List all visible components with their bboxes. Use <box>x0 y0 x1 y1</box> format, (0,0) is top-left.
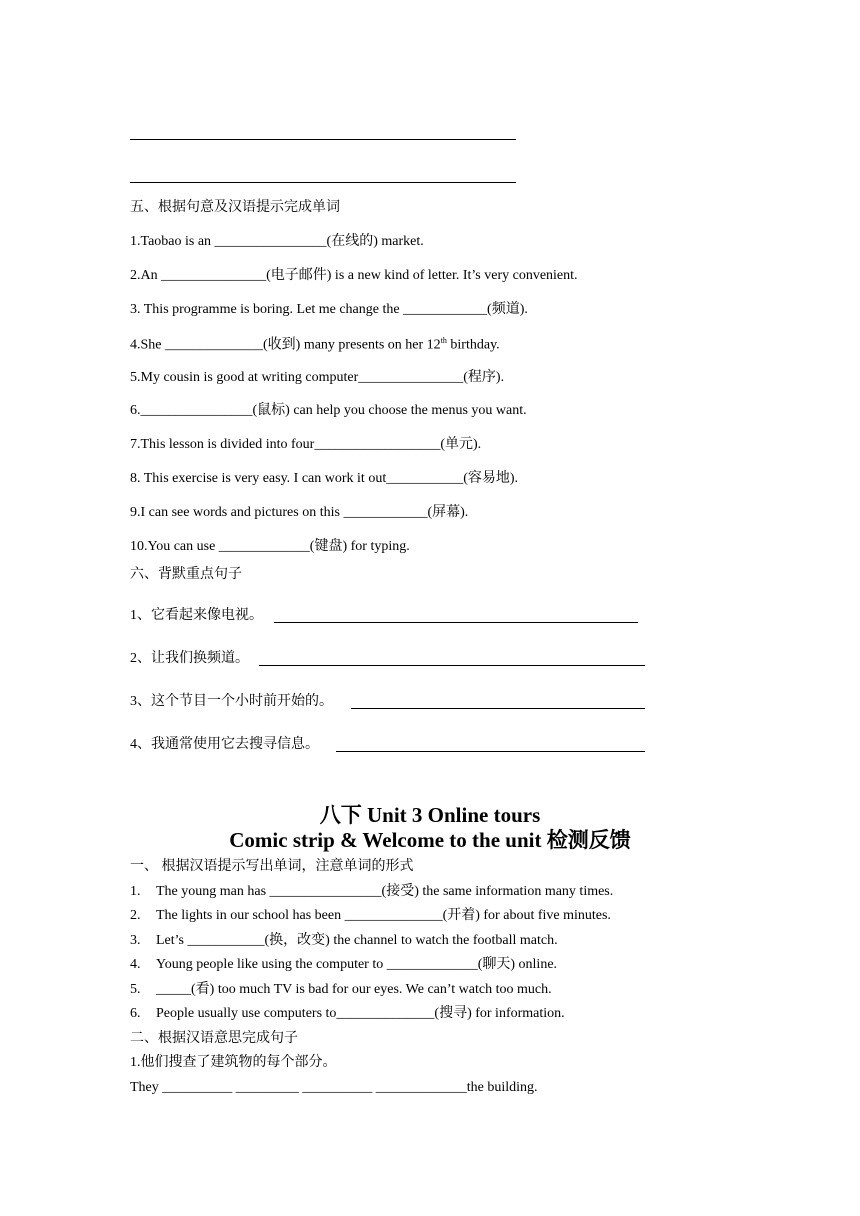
exercise-item <box>130 1007 565 1021</box>
exercise-item <box>130 934 558 948</box>
exercise-item: 2.An _______________(电子邮件) is a new kind of letter. It’s very convenient. <box>130 268 578 283</box>
answer-line <box>336 751 645 752</box>
answer-line <box>351 708 645 709</box>
item-number: 1. <box>130 884 141 899</box>
exercise-item: 3. This programme is boring. Let me change the ____________(频道). <box>130 302 528 317</box>
exercise-item <box>130 337 500 353</box>
sentence-item: 2、让我们换频道。 <box>130 651 249 666</box>
item-number: 6. <box>130 1006 141 1021</box>
answer-line <box>274 622 638 623</box>
exercise-item: 5.My cousin is good at writing computer_______________(程序). <box>130 370 505 385</box>
exercise-item <box>130 909 611 923</box>
exercise-item-text: Let’s ___________(换，改变) the channel to watch the football match. <box>156 933 558 948</box>
item-number: 4. <box>130 957 141 972</box>
sentence-item: 4、我通常使用它去搜寻信息。 <box>130 737 319 752</box>
section-heading: 五、根据句意及汉语提示完成单词 <box>130 200 340 215</box>
exercise-item-text: _____(看) too much TV is bad for our eyes. We can’t watch too much. <box>156 982 552 997</box>
section-heading: 二、根据汉语意思完成句子 <box>130 1031 298 1046</box>
exercise-item: 10.You can use _____________(键盘) for typing. <box>130 539 410 554</box>
ordinal-suffix: th <box>440 336 447 345</box>
section-heading: 一、 根据汉语提示写出单词，注意单词的形式 <box>130 859 414 874</box>
chinese-prompt: 1.他们搜查了建筑物的每个部分。 <box>130 1055 337 1070</box>
exercise-item-text: Young people like using the computer to _____________(聊天) online. <box>156 957 558 972</box>
item-number: 5. <box>130 982 141 997</box>
exercise-item <box>130 885 613 899</box>
exercise-item-text: People usually use computers to______________(搜寻) for information. <box>156 1006 565 1021</box>
answer-line <box>259 665 645 666</box>
section-heading: 六、背默重点句子 <box>130 567 242 582</box>
exercise-item-tail: birthday. <box>446 337 500 353</box>
item-number: 2. <box>130 908 141 923</box>
unit-title: 八下 Unit 3 Online tours <box>319 803 541 827</box>
exercise-item-text: The young man has ________________(接受) the same information many times. <box>156 884 614 899</box>
exercise-item: 7.This lesson is divided into four__________________(单元). <box>130 437 482 452</box>
exercise-item: 1.Taobao is an ________________(在线的) market. <box>130 234 424 249</box>
exercise-item <box>130 983 552 997</box>
exercise-item-text: The lights in our school has been ______________(开着) for about five minutes. <box>156 908 611 923</box>
exercise-item: 6.________________(鼠标) can help you choose the menus you want. <box>130 403 527 418</box>
exercise-item <box>130 958 557 972</box>
english-answer-line: They __________ _________ __________ _____________the building. <box>130 1080 538 1095</box>
answer-line <box>130 139 516 140</box>
exercise-item: 8. This exercise is very easy. I can work it out___________(容易地). <box>130 471 519 486</box>
exercise-item: 9.I can see words and pictures on this ____________(屏幕). <box>130 505 469 520</box>
unit-subtitle: Comic strip & Welcome to the unit 检测反馈 <box>229 828 631 852</box>
exercise-item-text: 4.She ______________(收到) many presents on her 12 <box>130 337 441 353</box>
item-number: 3. <box>130 933 141 948</box>
sentence-item: 1、它看起来像电视。 <box>130 608 263 623</box>
sentence-item: 3、这个节目一个小时前开始的。 <box>130 694 333 709</box>
answer-line <box>130 182 516 183</box>
